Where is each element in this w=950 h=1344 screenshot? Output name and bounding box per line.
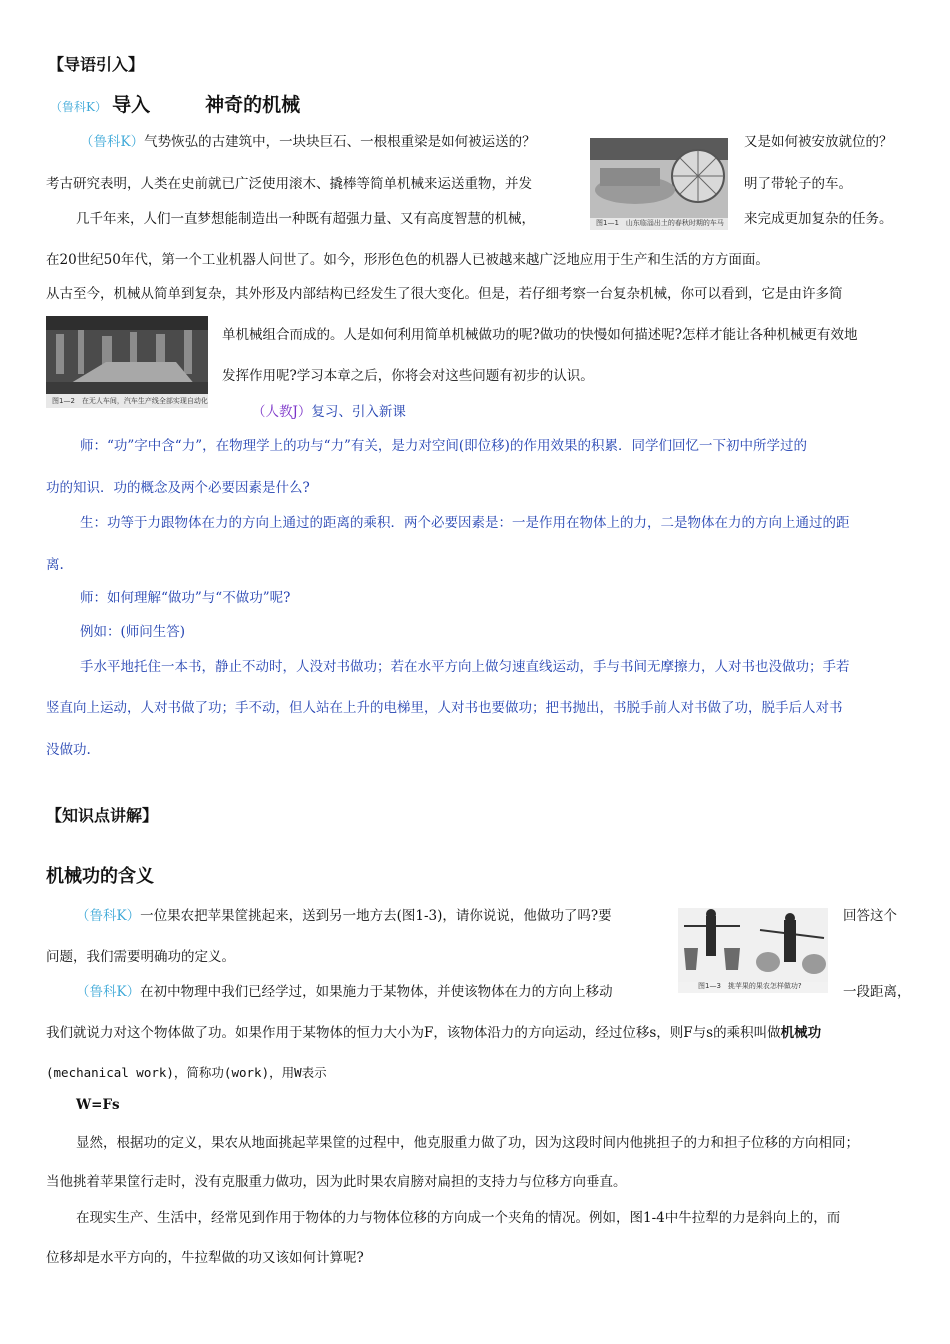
figure-caption: 图1—2 在无人车间，汽车生产线全部实现自动化 (52, 397, 208, 405)
q-line-1: （鲁科K）一位果农把苹果筐挑起来，送到另一地方去(图1-3)，请你说说，他做功了吗?要 (76, 908, 612, 924)
q-line-5: (mechanical work)，简称功(work)，用W表示 (46, 1065, 327, 1080)
p1-line-5: 从古至今，机械从简单到复杂，其外形及内部结构已经发生了很大变化。但是，若仔细考察一台复杂机械，你可以看到，它是由许多简 (46, 286, 843, 302)
figure-chariot (590, 138, 728, 230)
p1-line-6: 单机械组合而成的。人是如何利用简单机械做功的呢?做功的快慢如何描述呢?怎样才能让各种机械更有效地 (222, 327, 858, 343)
source-tag: （人教J） (252, 404, 312, 420)
intro-heading: 【导语引入】 (48, 55, 145, 74)
q-line-4: 我们就说力对这个物体做了功。如果作用于某物体的恒力大小为F，该物体沿力的方向运动，经过位移s，则F与s的乘积叫做机械功 (46, 1025, 822, 1041)
section-title: 机械功的含义 (46, 866, 154, 887)
q-line-8: 在现实生产、生活中，经常见到作用于物体的力与物体位移的方向成一个夹角的情况。例如，图1-4中牛拉犁的力是斜向上的，而 (76, 1210, 841, 1226)
q-line-7: 当他挑着苹果筐行走时，没有克服重力做功，因为此时果农肩膀对扁担的支持力与位移方向垂直。 (46, 1174, 627, 1190)
source-tag: （鲁科K） (80, 134, 145, 150)
knowledge-heading: 【知识点讲解】 (46, 806, 159, 825)
teacher-q1-cont: 功的知识．功的概念及两个必要因素是什么? (46, 480, 310, 496)
q-line-9: 位移却是水平方向的，牛拉犁做的功又该如何计算呢? (46, 1250, 364, 1266)
figure-caption: 图1—1 山东临淄出土的春秋时期的车马 (596, 219, 724, 227)
example-line-3: 没做功. (46, 742, 91, 758)
example-line-1: 手水平地托住一本书，静止不动时，人没对书做功；若在水平方向上做匀速直线运动，手与书间无摩擦力，人对书也没做功；手若 (80, 659, 850, 675)
p1-line-1-right: 又是如何被安放就位的？ (744, 134, 893, 150)
example-label: 例如：(师问生答) (80, 624, 186, 640)
figure-farmer (678, 908, 828, 993)
chariot-image (590, 138, 728, 218)
q-line-2: 问题，我们需要明确功的定义。 (46, 949, 235, 965)
q-line-1-right: 回答这个 (843, 908, 897, 924)
student-a1-cont: 离. (46, 557, 64, 573)
p1-line-2-right: 明了带轮子的车。 (744, 176, 852, 192)
p1-line-3-right: 来完成更加复杂的任务。 (744, 211, 893, 227)
p1-line-3: 几千年来，人们一直梦想能制造出一种既有超强力量、又有高度智慧的机械， (76, 211, 535, 227)
term-mechanical-work: 机械功 (780, 1025, 822, 1041)
source-tag: （鲁科K） (76, 908, 141, 924)
p1-line-1: （鲁科K）气势恢弘的古建筑中，一块块巨石、一根根重梁是如何被运送的？ (80, 134, 536, 150)
farmer-image (678, 908, 828, 982)
teacher-q1: 师：“功”字中含“力”，在物理学上的功与“力”有关，是力对空间(即位移)的作用效果的积累．同学们回忆一下初中所学过的 (80, 438, 807, 454)
example-line-2: 竖直向上运动，人对书做了功；手不动，但人站在上升的电梯里，人对书也要做功；把书抛出，书脱手前人对书做了功，脱手后人对书 (46, 700, 843, 716)
rj-intro: （人教J）复习、引入新课 (252, 404, 406, 420)
figure-caption: 图1—3 挑苹果的果农怎样做功? (698, 982, 802, 990)
factory-image (46, 316, 208, 394)
lk-title (50, 90, 300, 117)
q-line-3: （鲁科K）在初中物理中我们已经学过，如果施力于某物体，并使该物体在力的方向上移动 (76, 984, 613, 1000)
source-tag: （鲁科K） (50, 100, 107, 114)
teacher-q2: 师：如何理解“做功”与“不做功”呢? (80, 590, 291, 606)
q-line-3-right: 一段距离， (843, 984, 911, 1000)
figure-factory (46, 316, 208, 408)
source-tag: （鲁科K） (76, 984, 141, 1000)
work-formula: W=Fs (76, 1097, 120, 1113)
student-a1: 生：功等于力跟物体在力的方向上通过的距离的乘积．两个必要因素是：一是作用在物体上的力，二是物体在力的方向上通过的距 (80, 515, 850, 531)
p1-line-2: 考古研究表明，人类在史前就已广泛使用滚木、撬棒等简单机械来运送重物，并发 (46, 176, 532, 192)
title-word-1: 导入 (112, 94, 151, 116)
p1-line-7: 发挥作用呢?学习本章之后，你将会对这些问题有初步的认识。 (222, 368, 594, 384)
q-line-6: 显然，根据功的定义，果农从地面挑起苹果筐的过程中，他克服重力做了功，因为这段时间内他挑担子的力和担子位移的方向相同； (76, 1135, 859, 1151)
p1-line-4: 在20世纪50年代，第一个工业机器人问世了。如今，形形色色的机器人已被越来越广泛地应用于生产和生活的方方面面。 (46, 252, 769, 268)
title-word-2: 神奇的机械 (205, 94, 301, 116)
